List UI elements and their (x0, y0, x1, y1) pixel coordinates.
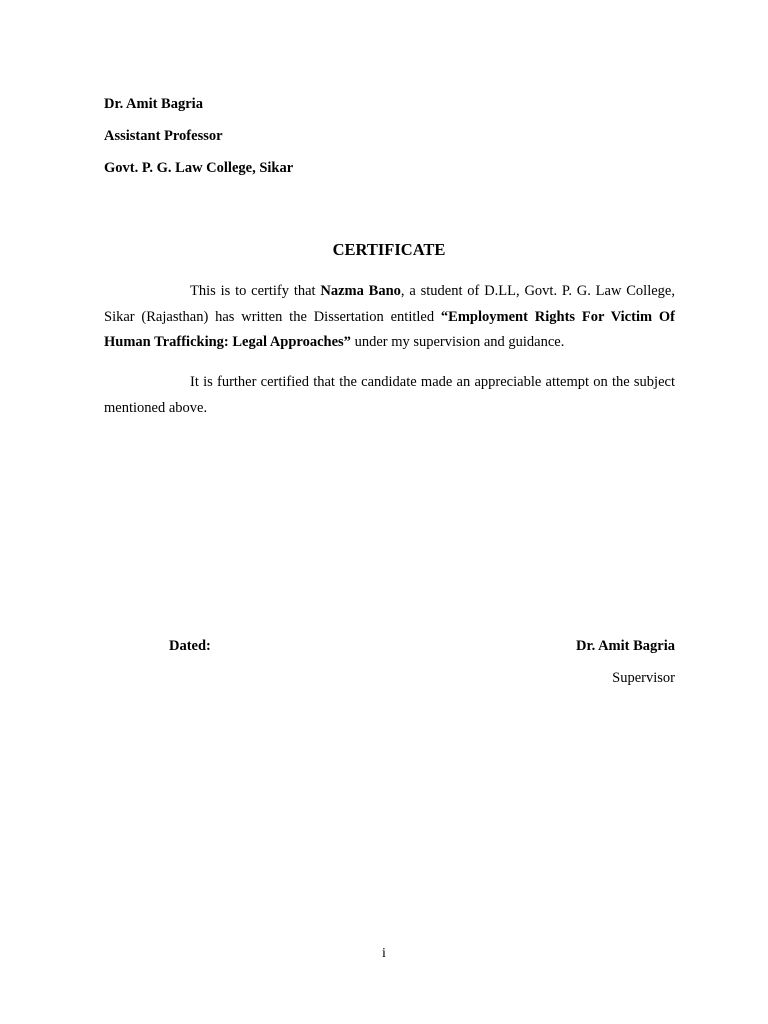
certificate-paragraph-1 (104, 279, 675, 356)
student-name: Nazma Bano (320, 283, 401, 299)
sender-designation: Assistant Professor (104, 128, 223, 144)
signatory-role: Supervisor (612, 670, 675, 686)
paragraph-1-middle: , a student of D.LL, Govt. P. G. Law College, Sikar (Rajasthan) has written the Dissertation entitled (104, 283, 675, 325)
certificate-title: CERTIFICATE (332, 240, 446, 259)
paragraph-1-intro: This is to certify that (190, 283, 321, 299)
page-number: i (382, 946, 386, 961)
dated-label: Dated: (169, 638, 211, 654)
signatory-name: Dr. Amit Bagria (576, 638, 675, 654)
sender-name: Dr. Amit Bagria (104, 96, 203, 112)
certificate-paragraph-2: It is further certified that the candidate made an appreciable attempt on the subject mentioned above. (104, 374, 675, 416)
sender-institution: Govt. P. G. Law College, Sikar (104, 160, 294, 176)
paragraph-1-ending: under my supervision and guidance. (350, 334, 565, 350)
dissertation-title: “Employment Rights For Victim Of Human Trafficking: Legal Approaches” (104, 308, 675, 350)
